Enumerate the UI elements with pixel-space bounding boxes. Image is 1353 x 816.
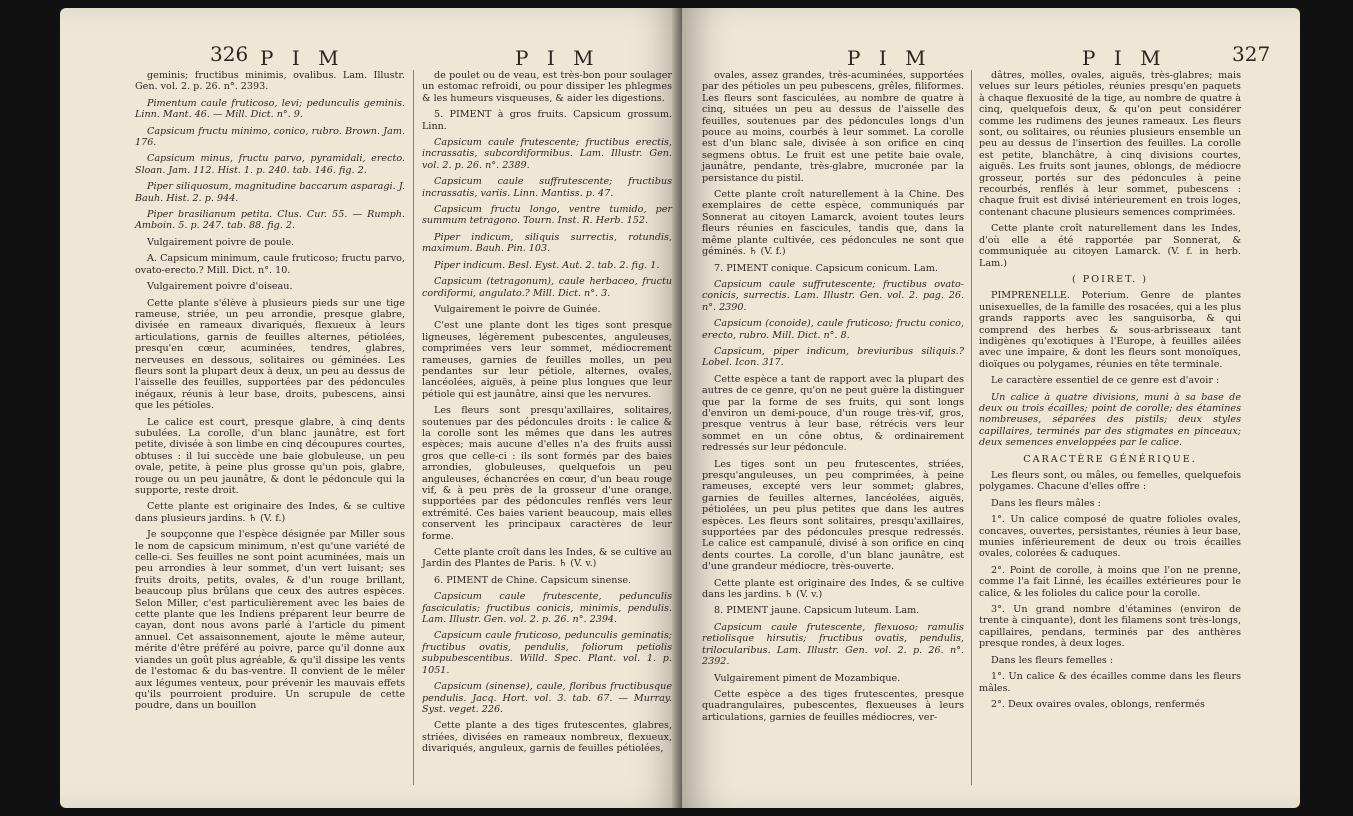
paragraph: Capsicum caule frutescente, pedunculis fasciculatis; fructibus conicis, minimis, pendulis. Lam. Illustr. Gen. vol. 2. p. 26. n°. 2394. [422, 591, 672, 626]
paragraph: Cette plante a des tiges frutescentes, glabres, striées, divisées en rameaux nombreux, flexueux, divariqués, anguleux, garnis de feuilles pétiolées, [422, 720, 672, 755]
paragraph: 3°. Un grand nombre d'étamines (environ de trente à cinquante), dont les filamens sont très-longs, capillaires, pendans, terminés par des anthères presque rondes, à deux loges. [979, 604, 1241, 650]
paragraph: Piper indicum. Besl. Eyst. Aut. 2. tab. 2. fig. 1. [434, 259, 660, 271]
paragraph: Vulgairement poivre de poule. [147, 236, 295, 248]
paragraph: Cette plante est originaire des Indes, & se cultive dans les jardins. ♄ (V. v.) [702, 577, 964, 601]
left-page [60, 8, 682, 808]
paragraph: 6. PIMENT de Chine. Capsicum sinense. [434, 574, 632, 586]
paragraph: Le caractère essentiel de ce genre est d'avoir : [991, 375, 1220, 387]
text-column [979, 70, 1241, 715]
paragraph: Vulgairement poivre d'oiseau. [147, 281, 293, 293]
paragraph: Cette plante est originaire des Indes, & se cultive dans plusieurs jardins. ♄ (V. f.) [135, 501, 405, 524]
paragraph: Capsicum fructu minimo, conico, rubro. Brown. Jam. 176. [135, 125, 405, 149]
open-book [60, 8, 1300, 808]
paragraph: Les tiges sont un peu frutescentes, striées, presqu'anguleuses, un peu comprimées, à peine rameuses, excepté vers leur sommet; glabres, garnies de feuilles alternes, lancéolées, aiguës, pétiolées, un peu plus petites que dans les autres espèces. Les fleurs sont solitaires, presqu'axillaires, supportées par des pédoncules presque redressés. Le calice est campanulé, divisé à son orifice en cinq dents courtes. La corolle, d'un blanc jaunâtre, est d'une grandeur médiocre, très-ouverte. [702, 458, 964, 573]
paragraph: A. Capsicum minimum, caule fruticoso; fructu parvo, ovato-erecto.? Mill. Dict. n°. 10. [135, 253, 405, 276]
paragraph: Capsicum (sinense), caule, floribus fructibusque pendulis. Jacq. Hort. vol. 3. tab. 67. — Murray. Syst. veget. 226. [422, 681, 672, 715]
paragraph: Cette espèce a des tiges frutescentes, presque quadrangulaires, pubescentes, flexueuses à leurs articulations, garnies de feuilles médiocres, ver- [702, 688, 964, 723]
paragraph: Je soupçonne que l'espèce désignée par Miller sous le nom de capsicum minimum, n'est qu'une variété de celle-ci. Ses feuilles ne sont point acuminées, mais un peu arrondies à leur sommet, d'un vert luisant; ses fruits droits, petits, ovales, & d'un rouge brillant, beaucoup plus brûlans que ceux des autres espèces. Selon Miller, c'est particulièrement avec les baies de cette plante que les Indiens préparent leur beurre de cayan, dont nous avons parlé à l'article du piment annuel. Cet assaisonnement, ajoute le même auteur, mérite d'être préféré au poivre, parce qu'il donne aux viandes un goût plus agréable, & qu'il dissipe les vents de l'estomac & du bas-ventre. Il convient de le mêler aux légumes venteux, pour prévenir les mauvais effets qu'ils pourroient produire. Un scrupule de cette poudre, dans un bouillon [135, 529, 405, 712]
paragraph: Capsicum caule suffrutescente; fructibus ovato-conicis, surrectis. Lam. Illustr. Gen. vol. 2. pag. 26. n°. 2390. [702, 278, 964, 313]
running-head: P I M [1082, 46, 1167, 70]
text-column [135, 70, 405, 717]
paragraph: Capsicum caule frutescente; fructibus erectis, incrassatis, subcordiformibus. Lam. Illustr. Gen. vol. 2. p. 26. n°. 2389. [422, 137, 672, 171]
paragraph: Cette plante croît dans les Indes, & se cultive au Jardin des Plantes de Paris. ♄ (V. v.) [422, 547, 672, 570]
paragraph: 5. PIMENT à gros fruits. Capsicum grossum. Linn. [422, 109, 672, 132]
paragraph: ( POIRET. ) [1072, 273, 1148, 285]
column-divider [971, 70, 972, 785]
paragraph: Le calice est court, presque glabre, à cinq dents subulées. La corolle, d'un blanc jaunâtre, est fort petite, divisée à son limbe en cinq découpures courtes, obtuses : il lui succède une baie globuleuse, un peu ovale, petite, à peine plus grosse qu'un pois, glabre, rouge ou un peu jaunâtre, & dont le pédoncule qui la supporte, reste droit. [135, 416, 405, 496]
paragraph: 2°. Deux ovaires ovales, oblongs, renfermés [991, 698, 1205, 710]
paragraph: Cette espèce a tant de rapport avec la plupart des autres de ce genre, qu'on ne peut guère la distinguer que par la forme de ses fruits, qui sont longs d'environ un demi-pouce, d'un rouge très-vif, gros, presque ventrus à leur base, rétrécis vers leur sommet en un cône obtus, & ordinairement redressés sur leur pédoncule. [702, 373, 964, 454]
paragraph: Capsicum caule frutescente, flexuoso; ramulis retiolisque hirsutis; fructibus ovatis, pendulis, trilocularibus. Lam. Illustr. Gen. vol. 2. p. 26. n°. 2392. [702, 621, 964, 668]
paragraph: Dans les fleurs mâles : [991, 497, 1101, 509]
paragraph: Cette plante croît naturellement dans les Indes, d'où elle a été rapportée par Sonnerat, & communiquée au citoyen Lamarck. (V. f. in herb. Lam.) [979, 223, 1241, 269]
paragraph: dâtres, molles, ovales, aiguës, très-glabres; mais velues sur leurs pétioles, réunies presqu'en paquets à chaque flexuosité de la tige, au nombre de quatre à cinq, quelquefois deux, & qu'on peut considérer comme les rudimens des jeunes rameaux. Les fleurs sont, ou solitaires, ou réunies plusieurs ensemble un peu au dessus de l'insertion des feuilles. La corolle est petite, blanchâtre, à cinq divisions courtes, aiguës. Les fruits sont jaunes, oblongs, de médiocre grosseur, portés sur des pédoncules à peine recourbés, renflés à leur sommet, pubescens : chaque fruit est divisé intérieurement en trois loges, contenant chacune plusieurs semences comprimées. [979, 70, 1241, 218]
running-head: P I M [260, 46, 345, 70]
page-number: 327 [1232, 42, 1271, 66]
paragraph: Capsicum (tetragonum), caule herbaceo, fructu cordiformi, angulato.? Mill. Dict. n°. 3. [422, 276, 672, 299]
paragraph: Cette plante s'élève à plusieurs pieds sur une tige rameuse, striée, un peu arrondie, presque glabre, divisée en rameaux divariqués, flexueux à leurs articulations, garnis de feuilles alternes, pétiolées, presqu'en cœur, acuminées, tendres, glabres, nerveuses en dessous, solitaires ou géminées. Les fleurs sont la plupart deux à deux, un peu au dessus de l'aisselle des feuilles, supportées par des pédoncules inégaux, réunis à leur base, droits, pubescens, ainsi que les pétioles. [135, 297, 405, 412]
paragraph: C'est une plante dont les tiges sont presque ligneuses, légèrement pubescentes, anguleuses, comprimées vers leur sommet, médiocrement rameuses, garnies de feuilles molles, un peu pendantes sur leur pétiole, alternes, ovales, lancéolées, aiguës, à peine plus longues que leur pétiole qui est jaunâtre, ainsi que les nervures. [422, 320, 672, 400]
paragraph: Piper indicum, siliquis surrectis, rotundis, maximum. Bauh. Pin. 103. [422, 231, 672, 255]
paragraph: 8. PIMENT jaune. Capsicum luteum. Lam. [714, 605, 920, 617]
paragraph: 1°. Un calice & des écailles comme dans les fleurs mâles. [979, 671, 1241, 694]
paragraph: Capsicum minus, fructu parvo, pyramidali, erecto. Sloan. Jam. 112. Hist. 1. p. 240. tab. 146. fig. 2. [135, 153, 405, 176]
paragraph: Dans les fleurs femelles : [991, 654, 1114, 666]
paragraph: Un calice à quatre divisions, muni à sa base de deux ou trois écailles; point de corolle; des étamines nombreuses, séparées des pistils; deux styles capillaires, terminés par des stigmates en pinceaux; deux semences enveloppées par le calice. [979, 391, 1241, 449]
paragraph: PIMPRENELLE. Poterium. Genre de plantes unisexuelles, de la famille des rosacées, qui a les plus grands rapports avec les sanguisorba, & qui comprend des herbes & sous-arbrisseaux tant indigènes qu'exotiques à l'Europe, à feuilles ailées avec une impaire, & dont les fleurs sont monoïques, dioïques ou polygames, réunies en tête terminale. [979, 290, 1241, 370]
text-column [702, 70, 964, 728]
paragraph: Les fleurs sont, ou mâles, ou femelles, quelquefois polygames. Chacune d'elles offre : [979, 470, 1241, 493]
paragraph: Les fleurs sont presqu'axillaires, solitaires, soutenues par des pédoncules droits : le calice & la corolle sont les mêmes que dans les autres espèces; mais aucune d'elles n'a des fruits aussi gros que celle-ci : ils sont formés par des baies arrondies, globuleuses, quelquefois un peu anguleuses, échancrées en cœur, d'un beau rouge vif, & à peu près de la grosseur d'une orange, supportées par des pédoncules renflés vers leur extrémité. Ces baies varient beaucoup, mais elles conservent les principaux caractères de leur forme. [422, 405, 672, 542]
running-head: P I M [515, 46, 600, 70]
paragraph: geminis; fructibus minimis, ovalibus. Lam. Illustr. Gen. vol. 2. p. 26. n°. 2393. [135, 70, 405, 93]
paragraph: Capsicum fructu longo, ventre tumido, per summum tetragono. Tourn. Inst. R. Herb. 152. [422, 204, 672, 227]
paragraph: 1°. Un calice composé de quatre folioles ovales, concaves, ouvertes, persistantes, réunies à leur base, munies inférieurement de deux ou trois écailles ovales, colorées & caduques. [979, 514, 1241, 560]
paragraph: Vulgairement le poivre de Guinée. [434, 303, 601, 315]
running-head: P I M [847, 46, 932, 70]
paragraph: Capsicum, piper indicum, breviuribus siliquis.? Lobel. Icon. 317. [702, 345, 964, 369]
right-page [682, 8, 1300, 808]
column-divider [413, 70, 414, 785]
paragraph: Capsicum caule fruticoso, pedunculis geminatis; fructibus ovatis, pendulis, foliorum petiolis subpubescentibus. Willd. Spec. Plant. vol. 1. p. 1051. [422, 630, 672, 676]
paragraph: Cette plante croît naturellement à la Chine. Des exemplaires de cette espèce, communiqués par Sonnerat au citoyen Lamarck, avoient toutes leurs fleurs réunies en fascicules, tandis que, dans la même plante cultivée, ces pédoncules ne sont que géminés. ♄ (V. f.) [702, 189, 964, 258]
paragraph: Capsicum (conoide), caule fruticoso; fructu conico, erecto, rubro. Mill. Dict. n°. 8. [702, 318, 964, 341]
paragraph: 2°. Point de corolle, à moins que l'on ne prenne, comme l'a fait Linné, les écailles extérieures pour le calice, & les folioles du calice pour la corolle. [979, 564, 1241, 599]
page-number: 326 [210, 42, 249, 66]
paragraph: ovales, assez grandes, très-acuminées, supportées par des pétioles un peu pubescens, grêles, filiformes. Les fleurs sont fasciculées, au nombre de quatre à cinq, situées un peu au dessus de l'aisselle des feuilles, soutenues par des pédoncules longs d'un pouce au moins, courbés à leur sommet. La corolle est d'un blanc sale, divisée à son orifice en cinq segmens obtus. Le fruit est une petite baie ovale, jaunâtre, pendante, très-glabre, mucronée par la persistance du pistil. [702, 70, 964, 184]
text-column [422, 70, 672, 760]
paragraph: de poulet ou de veau, est très-bon pour soulager un estomac refroidi, ou pour dissiper les phlegmes & les humeurs visqueuses, & aider les digestions. [422, 70, 672, 104]
paragraph: Piper siliquosum, magnitudine baccarum asparagi. J. Bauh. Hist. 2. p. 944. [135, 181, 405, 204]
paragraph: CARACTÈRE GÉNÉRIQUE. [1023, 453, 1197, 465]
paragraph: Capsicum caule suffrutescente; fructibus incrassatis, variis. Linn. Mantiss. p. 47. [422, 176, 672, 199]
paragraph: Vulgairement piment de Mozambique. [714, 672, 901, 684]
paragraph: 7. PIMENT conique. Capsicum conicum. Lam. [714, 262, 938, 274]
paragraph: Piper brasilianum petita. Clus. Cur. 55. — Rumph. Amboin. 5. p. 247. tab. 88. fig. 2. [135, 209, 405, 232]
paragraph: Pimentum caule fruticoso, levi; pedunculis geminis. Linn. Mant. 46. — Mill. Dict. n°. 9. [135, 97, 405, 121]
